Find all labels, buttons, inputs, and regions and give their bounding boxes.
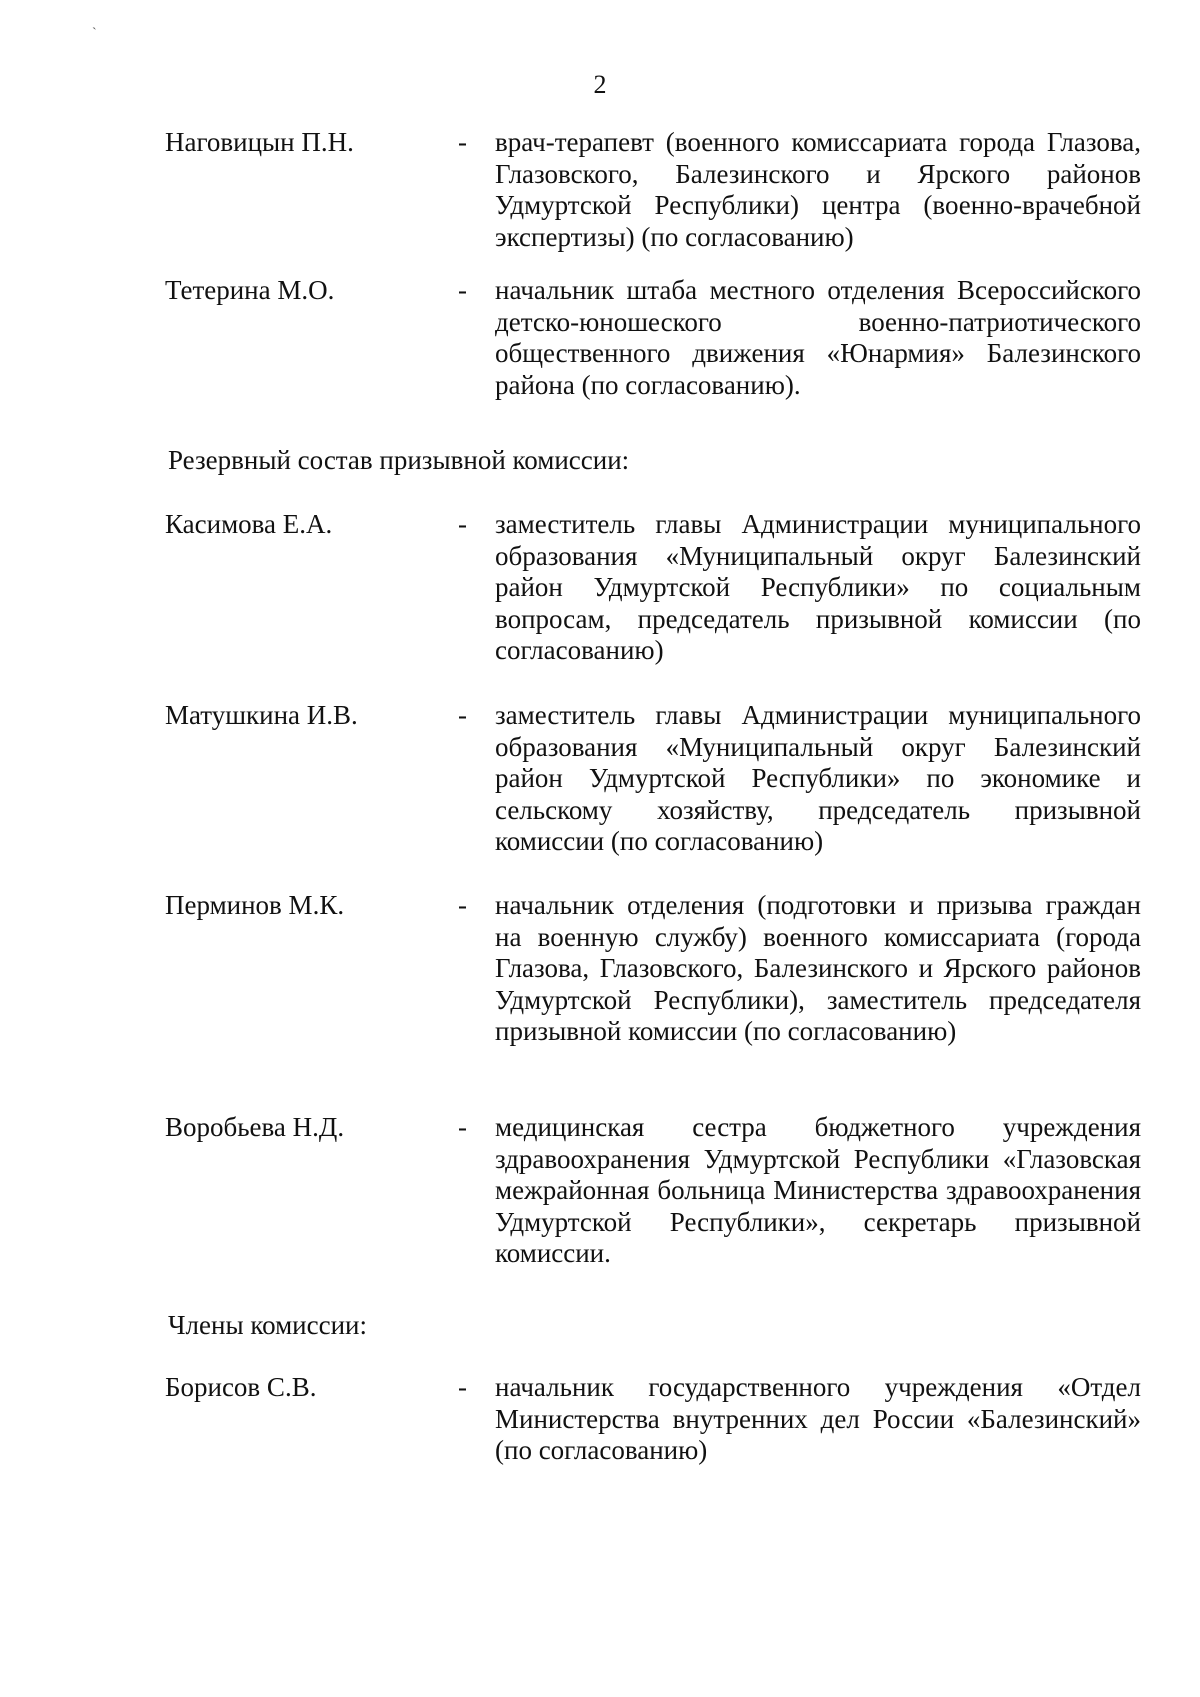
member-description: врач-терапевт (военного комиссариата города Глазова, Глазовского, Балезинского и Ярского районов Удмуртской Республики) центра (военно-врачебной экспертизы) (по согласованию) [495, 127, 1141, 252]
member-name: Борисов С.В. [165, 1372, 317, 1402]
members-section-heading: Члены комиссии: [168, 1310, 367, 1340]
entry-dash: - [458, 275, 467, 305]
entry-dash: - [458, 890, 467, 920]
member-description: начальник штаба местного отделения Всероссийского детско-юношеского военно-патриотического общественного движения «Юнармия» Балезинского района (по согласованию). [495, 275, 1141, 400]
reserve-section-heading: Резервный состав призывной комиссии: [168, 445, 630, 475]
member-name: Наговицын П.Н. [165, 127, 354, 157]
entry-dash: - [458, 509, 467, 539]
entry-dash: - [458, 1112, 467, 1142]
member-name: Перминов М.К. [165, 890, 345, 920]
scan-artifact-mark: ` [92, 26, 97, 41]
entry-dash: - [458, 1372, 467, 1402]
entry-dash: - [458, 127, 467, 157]
page-number: 2 [593, 70, 607, 99]
member-name: Матушкина И.В. [165, 700, 358, 730]
member-description: заместитель главы Администрации муниципального образования «Муниципальный округ Балезинский район Удмуртской Республики» по экономике и сельскому хозяйству, председатель призывной комиссии (по согласованию) [495, 700, 1141, 856]
member-name: Воробьева Н.Д. [165, 1112, 345, 1142]
member-description: начальник отделения (подготовки и призыва граждан на военную службу) военного комиссариата (города Глазова, Глазовского, Балезинского и Ярского районов Удмуртской Республики), заместитель председателя призывной комиссии (по согласованию) [495, 890, 1141, 1046]
member-name: Касимова Е.А. [165, 509, 333, 539]
member-description: медицинская сестра бюджетного учреждения здравоохранения Удмуртской Республики «Глазовская межрайонная больница Министерства здравоохранения Удмуртской Республики», секретарь призывной комиссии. [495, 1112, 1141, 1268]
member-name: Тетерина М.О. [165, 275, 335, 305]
member-description: заместитель главы Администрации муниципального образования «Муниципальный округ Балезинский район Удмуртской Республики» по социальным вопросам, председатель призывной комиссии (по согласованию) [495, 509, 1141, 665]
member-description: начальник государственного учреждения «Отдел Министерства внутренних дел России «Балезинский» (по согласованию) [495, 1372, 1141, 1465]
entry-dash: - [458, 700, 467, 730]
